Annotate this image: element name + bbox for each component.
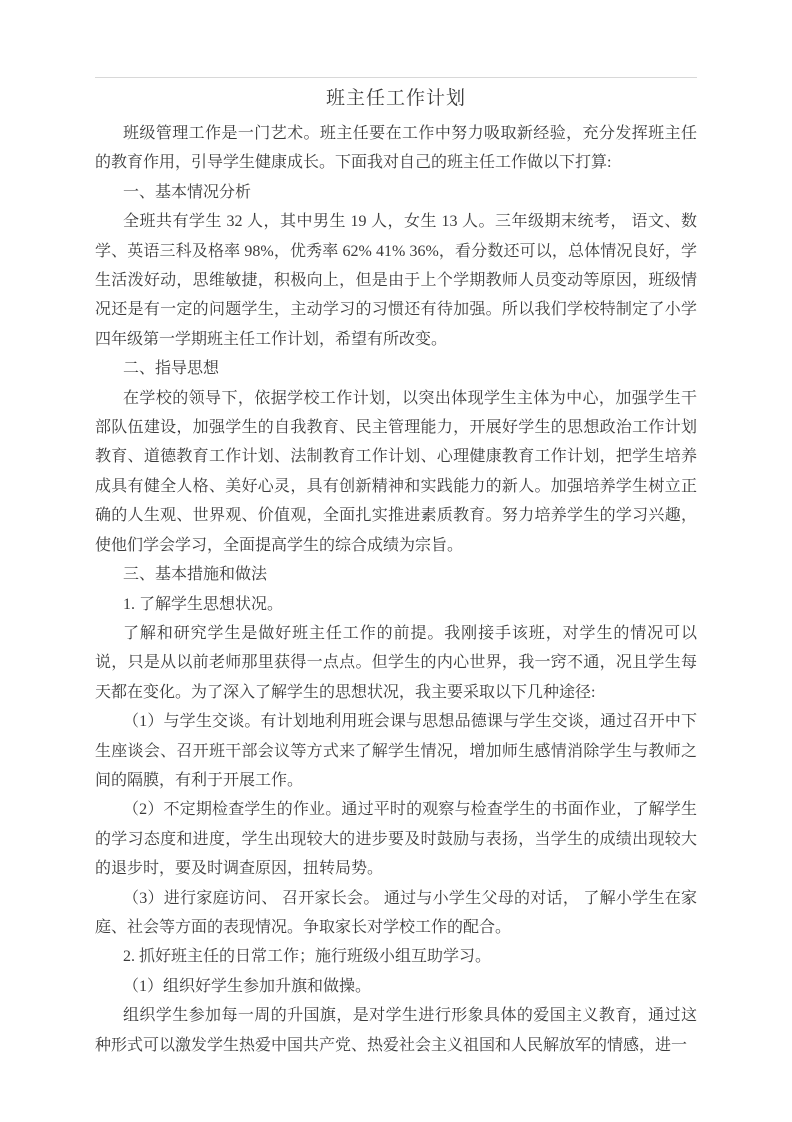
document-title: 班主任工作计划 (325, 88, 466, 109)
section-heading-basic-analysis: 一、基本情况分析 (123, 183, 252, 201)
subheading-flag-raising: （1）组织好学生参加升旗和做操。 (123, 977, 372, 995)
paragraph-home-visits: （3）进行家庭访问、 召开家长会。 通过与小学生父母的对话， 了解小学生在家庭、社会等方面的表现情况。争取家长对学校工作的配合。 (95, 889, 697, 936)
section-heading-guiding-ideology: 二、指导思想 (123, 360, 220, 378)
paragraph-intro: 班级管理工作是一门艺术。班主任要在工作中努力吸取新经验，充分发挥班主任的教育作用，引导学生健康成长。下面我对自己的班主任工作做以下打算: (95, 125, 697, 172)
subheading-daily-work: 2. 抓好班主任的日常工作；施行班级小组互助学习。 (123, 948, 492, 966)
paragraph-class-overview: 全班共有学生 32 人，其中男生 19 人，女生 13 人。三年级期末统考， 语文、数学、英语三科及格率 98%，优秀率 62% 41% 36%，看分数还可以，总体情况良好，学生活泼好动，思维敏捷，积极向上，但是由于上个学期教师人员变动等原因，班级情况还是有一定的问题学生，主动学习的习惯还有待加强。所以我们学校特制定了小学四年级第一学期班主任工作计划，希望有所改变。 (95, 213, 697, 348)
paragraph-flag-raising-detail: 组织学生参加每一周的升国旗，是对学生进行形象具体的爱国主义教育，通过这种形式可以激发学生热爱中国共产党、热爱社会主义祖国和人民解放军的情感，进一 (95, 1007, 697, 1054)
subheading-understand-students: 1. 了解学生思想状况。 (123, 595, 284, 613)
document-content (95, 77, 697, 1060)
section-heading-measures: 三、基本措施和做法 (123, 566, 268, 584)
paragraph-talk-with-students: （1）与学生交谈。有计划地利用班会课与思想品德课与学生交谈，通过召开中下生座谈会、召开班干部会议等方式来了解学生情况，增加师生感情消除学生与教师之间的隔膜，有利于开展工作。 (95, 713, 697, 789)
paragraph-check-homework: （2）不定期检查学生的作业。通过平时的观察与检查学生的书面作业，了解学生的学习态度和进度，学生出现较大的进步要及时鼓励与表扬，当学生的成绩出现较大的退步时，要及时调查原因，扭转局势。 (95, 801, 697, 878)
paragraph-guiding-ideology: 在学校的领导下，依据学校工作计划，以突出体现学生主体为中心，加强学生干部队伍建设，加强学生的自我教育、民主管理能力，开展好学生的思想政治工作计划教育、道德教育工作计划、法制教育工作计划、心理健康教育工作计划，把学生培养成具有健全人格、美好心灵，具有创新精神和实践能力的新人。加强培养学生树立正确的人生观、世界观、价值观，全面扎实推进素质教育。努力培养学生的学习兴趣，使他们学会学习，全面提高学生的综合成绩为宗旨。 (95, 389, 697, 554)
paragraph-understanding-premise: 了解和研究学生是做好班主任工作的前提。我刚接手该班，对学生的情况可以说，只是从以前老师那里获得一点点。但学生的内心世界，我一窍不通，况且学生每天都在变化。为了深入了解学生的思想状况，我主要采取以下几种途径: (95, 624, 697, 701)
